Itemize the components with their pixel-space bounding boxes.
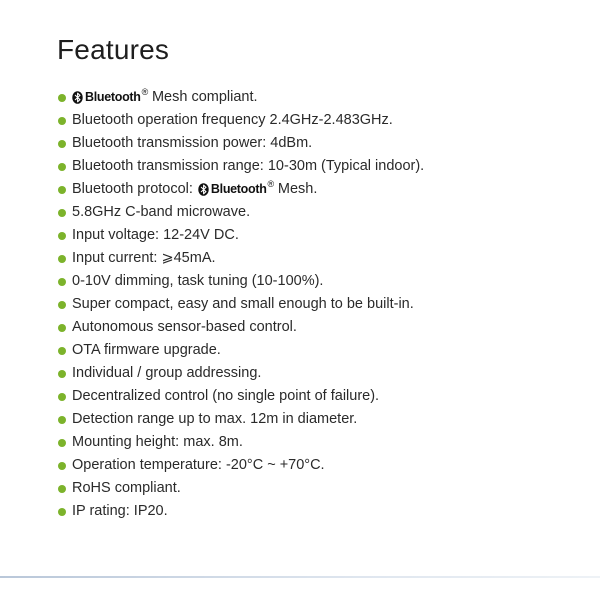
feature-item: [58, 316, 578, 339]
feature-item: [58, 178, 578, 201]
feature-item: [58, 408, 578, 431]
feature-text: Mesh.: [277, 181, 318, 197]
feature-text: 0-10V dimming, task tuning (10-100%).: [72, 273, 324, 289]
feature-item: [58, 247, 578, 270]
bullet-icon: [58, 347, 66, 355]
feature-item: [58, 109, 578, 132]
feature-item: [58, 362, 578, 385]
feature-text: Bluetooth operation frequency 2.4GHz-2.483GHz.: [72, 112, 393, 128]
feature-item: [58, 431, 578, 454]
bullet-icon: [58, 370, 66, 378]
feature-item: [58, 155, 578, 178]
feature-item: [58, 201, 578, 224]
feature-item: [58, 500, 578, 523]
bullet-icon: [58, 209, 66, 217]
registered-mark: ®: [267, 179, 274, 189]
bluetooth-logo: [72, 86, 148, 109]
bullet-icon: [58, 416, 66, 424]
feature-item: [58, 454, 578, 477]
bullet-icon: [58, 393, 66, 401]
feature-prefix: Bluetooth protocol:: [72, 181, 193, 197]
feature-text: Input voltage: 12-24V DC.: [72, 227, 239, 243]
feature-item: [58, 293, 578, 316]
bullet-icon: [58, 117, 66, 125]
feature-text: Operation temperature: -20°C ~ +70°C.: [72, 457, 325, 473]
feature-text: Bluetooth transmission power: 4dBm.: [72, 135, 313, 151]
feature-text: IP rating: IP20.: [72, 503, 168, 519]
feature-text: Bluetooth transmission range: 10-30m (Typical indoor).: [72, 158, 425, 174]
footer-divider: [0, 576, 600, 578]
feature-text: Autonomous sensor-based control.: [72, 319, 297, 335]
feature-text: Super compact, easy and small enough to be built-in.: [72, 296, 414, 312]
feature-item: [58, 385, 578, 408]
feature-item: [58, 224, 578, 247]
bluetooth-logo: [198, 178, 274, 201]
bluetooth-wordmark: Bluetooth: [210, 182, 267, 196]
bullet-icon: [58, 140, 66, 148]
page-title: Features: [57, 34, 170, 65]
bullet-icon: [58, 439, 66, 447]
bullet-icon: [58, 301, 66, 309]
bullet-icon: [58, 485, 66, 493]
registered-mark: ®: [141, 87, 148, 97]
feature-text: Detection range up to max. 12m in diameter.: [72, 411, 358, 427]
feature-text: Mesh compliant.: [151, 89, 258, 105]
bullet-icon: [58, 462, 66, 470]
feature-text: 5.8GHz C-band microwave.: [72, 204, 251, 220]
bullet-icon: [58, 508, 66, 516]
feature-item: [58, 270, 578, 293]
bullet-icon: [58, 324, 66, 332]
bluetooth-icon: [72, 91, 85, 104]
bullet-icon: [58, 163, 66, 171]
feature-item: [58, 86, 578, 109]
bullet-icon: [58, 255, 66, 263]
feature-text: OTA firmware upgrade.: [72, 342, 221, 358]
feature-item: [58, 132, 578, 155]
feature-text: RoHS compliant.: [72, 480, 181, 496]
features-list: [58, 86, 578, 523]
feature-text: Mounting height: max. 8m.: [72, 434, 243, 450]
bullet-icon: [58, 232, 66, 240]
bluetooth-icon: [198, 183, 211, 196]
feature-item: [58, 477, 578, 500]
feature-item: [58, 339, 578, 362]
bluetooth-wordmark: Bluetooth: [85, 90, 141, 104]
bullet-icon: [58, 94, 66, 102]
bullet-icon: [58, 278, 66, 286]
feature-text: Decentralized control (no single point of failure).: [72, 388, 380, 404]
feature-text: Individual / group addressing.: [72, 365, 262, 381]
bullet-icon: [58, 186, 66, 194]
feature-text: Input current: ⩾45mA.: [72, 250, 216, 266]
